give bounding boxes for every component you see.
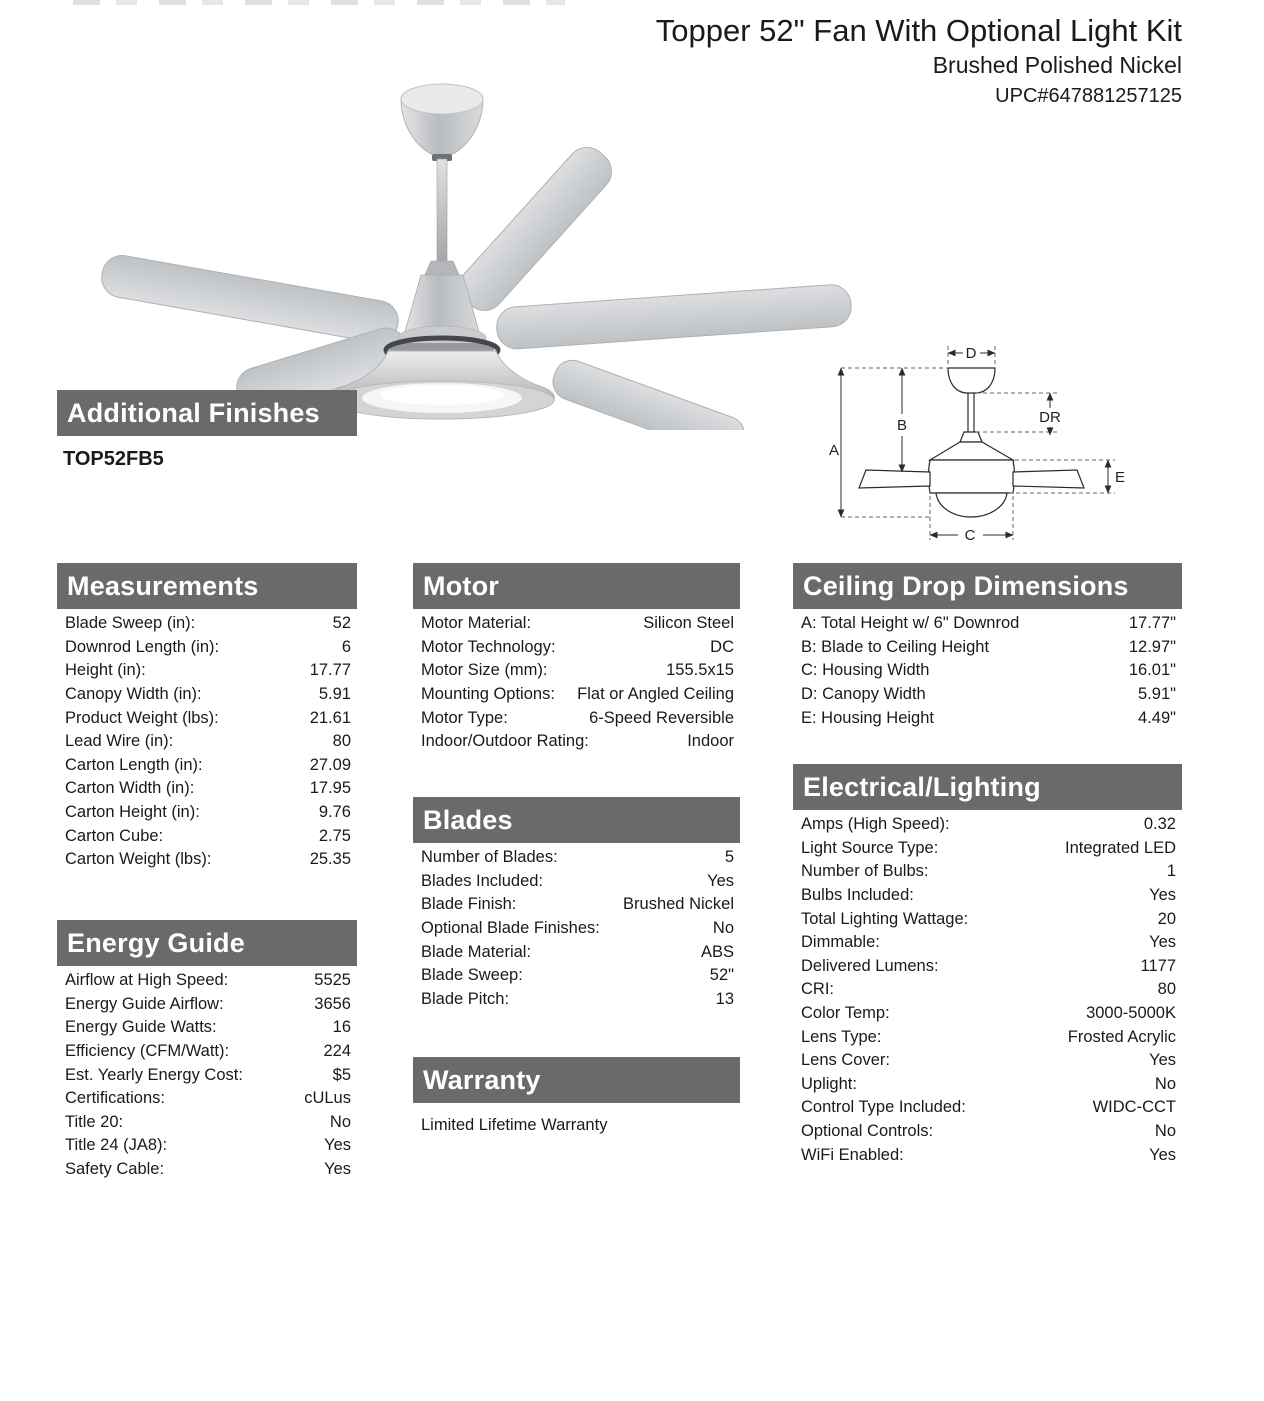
spec-label: Carton Weight (lbs):	[65, 850, 212, 869]
spec-value: 13	[715, 989, 734, 1008]
spec-value: 21.61	[309, 708, 351, 727]
spec-value: 6-Speed Reversible	[589, 708, 734, 727]
spec-label: Certifications:	[65, 1089, 165, 1108]
electrical-lighting-table	[793, 813, 1182, 1167]
spec-value: 2.75	[318, 826, 351, 845]
spec-value: 52	[332, 614, 351, 633]
spec-value: 17.77"	[1128, 614, 1176, 633]
section-warranty	[413, 1057, 740, 1135]
dim-label-c: C	[964, 527, 976, 544]
spec-label: Blade Finish:	[421, 895, 517, 914]
spec-label: E: Housing Height	[801, 708, 934, 727]
spec-row	[793, 907, 1182, 931]
spec-row	[57, 777, 357, 801]
spec-label: WiFi Enabled:	[801, 1145, 904, 1164]
spec-label: Safety Cable:	[65, 1160, 165, 1179]
spec-row	[57, 1087, 357, 1111]
dimension-diagram	[818, 328, 1168, 558]
spec-label: Downrod Length (in):	[65, 637, 220, 656]
spec-row	[793, 884, 1182, 908]
spec-row	[57, 1158, 357, 1182]
spec-label: Title 20:	[65, 1112, 124, 1131]
spec-row	[793, 659, 1182, 683]
upc-code: UPC#647881257125	[995, 85, 1182, 107]
spec-value: cULus	[304, 1089, 351, 1108]
measurements-table	[57, 612, 357, 872]
spec-value: Brushed Nickel	[623, 895, 734, 914]
spec-value: 16.01"	[1128, 661, 1176, 680]
dim-label-b: B	[896, 417, 908, 434]
spec-value: 5	[724, 848, 734, 867]
spec-value: Yes	[707, 871, 734, 890]
spec-row	[57, 1016, 357, 1040]
spec-label: Airflow at High Speed:	[65, 971, 229, 990]
spec-label: Motor Size (mm):	[421, 661, 548, 680]
spec-value: 17.77	[309, 661, 351, 680]
spec-value: No	[329, 1112, 351, 1131]
spec-row	[793, 1120, 1182, 1144]
spec-label: B: Blade to Ceiling Height	[801, 637, 990, 656]
spec-value: Yes	[1149, 1145, 1176, 1164]
spec-value: Silicon Steel	[643, 614, 734, 633]
spec-value: Yes	[324, 1136, 351, 1155]
electrical-lighting-header	[793, 764, 1182, 810]
energy-guide-header	[57, 920, 357, 966]
spec-value: 4.49"	[1138, 708, 1176, 727]
measurements-heading: Measurements	[67, 570, 259, 601]
spec-row	[413, 893, 740, 917]
spec-row	[793, 1143, 1182, 1167]
spec-row	[793, 978, 1182, 1002]
spec-value: 20	[1157, 909, 1176, 928]
blades-table	[413, 846, 740, 1011]
blades-heading: Blades	[423, 804, 513, 835]
spec-label: Uplight:	[801, 1074, 857, 1093]
spec-row	[413, 706, 740, 730]
fan-dimension-drawing	[818, 328, 1168, 558]
spec-row	[57, 824, 357, 848]
spec-row	[413, 636, 740, 660]
spec-value: 5.91	[318, 685, 351, 704]
spec-value: 1177	[1140, 956, 1176, 975]
warranty-header	[413, 1057, 740, 1103]
spec-label: Optional Controls:	[801, 1122, 934, 1141]
spec-label: C: Housing Width	[801, 661, 930, 680]
spec-value: 16	[332, 1018, 351, 1037]
spec-row	[793, 813, 1182, 837]
spec-label: Number of Bulbs:	[801, 862, 929, 881]
spec-value: 5525	[314, 971, 351, 990]
spec-row	[57, 801, 357, 825]
spec-value: Frosted Acrylic	[1067, 1027, 1176, 1046]
spec-label: Blade Material:	[421, 942, 532, 961]
spec-row	[413, 846, 740, 870]
spec-value: 0.32	[1143, 815, 1176, 834]
spec-value: 17.95	[309, 779, 351, 798]
spec-label: Amps (High Speed):	[801, 815, 950, 834]
spec-value: $5	[332, 1065, 351, 1084]
spec-label: CRI:	[801, 980, 834, 999]
spec-label: Carton Height (in):	[65, 803, 200, 822]
spec-label: A: Total Height w/ 6" Downrod	[801, 614, 1020, 633]
spec-row	[57, 754, 357, 778]
section-measurements	[57, 563, 357, 872]
spec-row	[57, 848, 357, 872]
motor-heading: Motor	[423, 570, 499, 601]
model-code: TOP52FB5	[63, 448, 164, 470]
spec-value: Yes	[1149, 933, 1176, 952]
spec-label: Energy Guide Airflow:	[65, 994, 224, 1013]
section-blades	[413, 797, 740, 1011]
motor-table	[413, 612, 740, 754]
spec-value: 1	[1166, 862, 1176, 881]
spec-row	[793, 706, 1182, 730]
spec-label: Motor Technology:	[421, 637, 556, 656]
spec-label: Motor Type:	[421, 708, 508, 727]
spec-value: Yes	[1149, 1051, 1176, 1070]
spec-value: 3656	[314, 994, 351, 1013]
product-photo	[90, 55, 860, 430]
spec-label: Energy Guide Watts:	[65, 1018, 217, 1037]
spec-value: DC	[710, 637, 734, 656]
spec-row	[793, 931, 1182, 955]
spec-row	[413, 683, 740, 707]
spec-value: ABS	[700, 942, 734, 961]
spec-label: D: Canopy Width	[801, 685, 926, 704]
cropped-masthead-text-remnant	[73, 0, 565, 5]
spec-value: 6	[341, 637, 351, 656]
section-ceiling-drop-dimensions	[793, 563, 1182, 730]
spec-value: 3000-5000K	[1086, 1004, 1176, 1023]
spec-row	[413, 917, 740, 941]
blades-header	[413, 797, 740, 843]
spec-row	[413, 940, 740, 964]
measurements-header	[57, 563, 357, 609]
spec-value: WIDC-CCT	[1092, 1098, 1176, 1117]
spec-value: Flat or Angled Ceiling	[577, 685, 734, 704]
energy-guide-table	[57, 969, 357, 1181]
spec-label: Title 24 (JA8):	[65, 1136, 168, 1155]
spec-label: Efficiency (CFM/Watt):	[65, 1042, 230, 1061]
motor-header	[413, 563, 740, 609]
section-additional-finishes	[57, 390, 357, 471]
spec-label: Delivered Lumens:	[801, 956, 939, 975]
spec-row	[57, 1134, 357, 1158]
spec-label: Blade Pitch:	[421, 989, 510, 1008]
spec-row	[413, 964, 740, 988]
spec-label: Blades Included:	[421, 871, 544, 890]
dim-label-a: A	[828, 442, 840, 459]
spec-row	[413, 659, 740, 683]
spec-label: Carton Length (in):	[65, 755, 203, 774]
spec-label: Height (in):	[65, 661, 146, 680]
spec-label: Motor Material:	[421, 614, 532, 633]
spec-row	[413, 730, 740, 754]
warranty-note: Limited Lifetime Warranty	[421, 1116, 608, 1134]
spec-label: Color Temp:	[801, 1004, 890, 1023]
spec-row	[57, 993, 357, 1017]
page-title: Topper 52" Fan With Optional Light Kit	[655, 13, 1182, 48]
spec-label: Carton Cube:	[65, 826, 164, 845]
spec-row	[793, 1002, 1182, 1026]
spec-value: No	[712, 919, 734, 938]
spec-row	[793, 1025, 1182, 1049]
spec-value: 52"	[709, 966, 734, 985]
spec-row	[57, 636, 357, 660]
spec-value: 5.91"	[1138, 685, 1176, 704]
dim-label-dr: DR	[1039, 409, 1061, 426]
spec-value: 12.97"	[1128, 637, 1176, 656]
spec-row	[57, 612, 357, 636]
spec-row	[57, 1111, 357, 1135]
spec-label: Dimmable:	[801, 933, 880, 952]
spec-value: 155.5x15	[666, 661, 734, 680]
spec-value: 27.09	[309, 755, 351, 774]
additional-finishes-heading: Additional Finishes	[67, 397, 320, 428]
spec-label: Est. Yearly Energy Cost:	[65, 1065, 243, 1084]
electrical-lighting-heading: Electrical/Lighting	[803, 771, 1041, 802]
dim-label-d: D	[965, 345, 977, 362]
spec-label: Lens Cover:	[801, 1051, 890, 1070]
spec-label: Mounting Options:	[421, 685, 555, 704]
spec-label: Indoor/Outdoor Rating:	[421, 732, 589, 751]
spec-row	[57, 683, 357, 707]
spec-row	[57, 1040, 357, 1064]
dim-label-e: E	[1115, 469, 1126, 486]
spec-label: Control Type Included:	[801, 1098, 966, 1117]
spec-label: Number of Blades:	[421, 848, 558, 867]
spec-value: Yes	[324, 1160, 351, 1179]
spec-label: Lens Type:	[801, 1027, 882, 1046]
spec-row	[793, 955, 1182, 979]
spec-label: Product Weight (lbs):	[65, 708, 219, 727]
spec-value: Indoor	[687, 732, 734, 751]
section-electrical-lighting	[793, 764, 1182, 1167]
ceiling-drop-heading: Ceiling Drop Dimensions	[803, 570, 1129, 601]
spec-value: Yes	[1149, 886, 1176, 905]
spec-row	[57, 659, 357, 683]
energy-guide-heading: Energy Guide	[67, 927, 245, 958]
spec-row	[793, 612, 1182, 636]
spec-row	[413, 612, 740, 636]
spec-label: Blade Sweep:	[421, 966, 523, 985]
spec-value: 224	[323, 1042, 351, 1061]
spec-row	[793, 1049, 1182, 1073]
spec-label: Optional Blade Finishes:	[421, 919, 600, 938]
spec-row	[793, 636, 1182, 660]
spec-label: Light Source Type:	[801, 838, 939, 857]
spec-value: 80	[332, 732, 351, 751]
spec-row	[793, 837, 1182, 861]
spec-value: 9.76	[318, 803, 351, 822]
spec-label: Blade Sweep (in):	[65, 614, 196, 633]
spec-value: Integrated LED	[1065, 838, 1176, 857]
warranty-heading: Warranty	[423, 1064, 541, 1095]
spec-row	[793, 1096, 1182, 1120]
spec-row	[57, 706, 357, 730]
spec-row	[57, 969, 357, 993]
spec-label: Canopy Width (in):	[65, 685, 202, 704]
additional-finishes-header	[57, 390, 357, 436]
spec-value: No	[1154, 1122, 1176, 1141]
spec-label: Total Lighting Wattage:	[801, 909, 969, 928]
finish-subtitle: Brushed Polished Nickel	[932, 52, 1182, 78]
ceiling-drop-header	[793, 563, 1182, 609]
spec-row	[793, 683, 1182, 707]
section-motor	[413, 563, 740, 754]
spec-row	[57, 1063, 357, 1087]
ceiling-fan-illustration	[90, 55, 860, 430]
spec-value: 80	[1157, 980, 1176, 999]
spec-value: 25.35	[309, 850, 351, 869]
spec-label: Carton Width (in):	[65, 779, 195, 798]
spec-row	[793, 1073, 1182, 1097]
spec-row	[413, 870, 740, 894]
spec-row	[793, 860, 1182, 884]
spec-row	[57, 730, 357, 754]
spec-value: No	[1154, 1074, 1176, 1093]
section-energy-guide	[57, 920, 357, 1181]
spec-label: Bulbs Included:	[801, 886, 914, 905]
spec-label: Lead Wire (in):	[65, 732, 174, 751]
ceiling-drop-table	[793, 612, 1182, 730]
spec-row	[413, 988, 740, 1012]
